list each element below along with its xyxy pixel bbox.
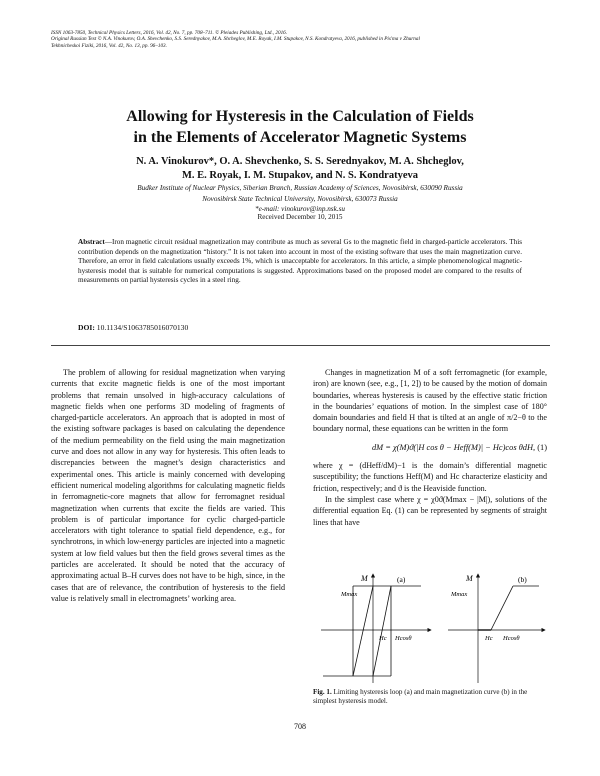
header-line: Tekhnicheskoi Fiziki, 2016, Vol. 42, No. 13, pp. 96–103.: [51, 42, 167, 49]
header-line: ISSN 1063-7850, Technical Physics Letters, 2016, Vol. 42, No. 7, pp. 708–711. © Pleiades Publishing, Ltd., 2016.: [51, 30, 288, 36]
affiliations: [0, 183, 600, 215]
doi-value[interactable]: 10.1134/S1063785016070130: [96, 323, 189, 332]
received-date: Received December 10, 2015: [257, 213, 343, 221]
body-paragraph: Changes in magnetization M of a soft ferromagnetic (for example, iron) are known (see, e.g., [1, 2]) to be caused by the motion of domain boundaries, whereas hysteresis is caused by the effective static friction in the boundaries’ equations of motion. In the simplest case of 180° domain boundaries and field H that is tilted at an angle of π/2−θ to the boundary normal, these equations can be written in the form: [313, 368, 547, 434]
section-divider: [51, 345, 550, 346]
author-list: [0, 155, 600, 182]
x-label: Hcosθ: [503, 635, 520, 642]
ymax-label: Mmax: [451, 591, 468, 598]
authors-line: M. E. Royak, I. M. Stupakov, and N. S. Kondratyeva: [182, 169, 418, 181]
title-line: Allowing for Hysteresis in the Calculation of Fields: [126, 108, 474, 125]
body-paragraph: In the simplest case where χ = χ0ϑ(Mmax − |M|), solutions of the differential equation Eq. (1) can be represented by segments of straight lines that have: [313, 494, 547, 527]
caption-text: Limiting hysteresis loop (a) and main magnetization curve (b) in the simplest hysteresis model.: [313, 688, 528, 706]
ymax-label: Mmax: [341, 591, 358, 598]
abstract-text: —Iron magnetic circuit residual magnetization may contribute as much as several Gs to the magnetic field in charged-particle accelerators. This contribution depends on the magnetization “history.” It is not taken into account in most of the existing software that uses the main magnetization curve. Therefore, an error in field calculations usually exceeds 1%, which is unacceptable for accelerators. In this article, a simple phenomenological magnetic-hysteresis model that is suitable for numerical computations is suggested. Approximations based on the proposed model are compared to the results of measurements on partial hysteresis cycles in a steel ring.: [78, 238, 522, 285]
affiliation-line: Budker Institute of Nuclear Physics, Siberian Branch, Russian Academy of Sciences, Novosibirsk, 630090 Russia: [137, 184, 463, 192]
doi-label: DOI:: [78, 323, 95, 332]
affiliation-line: Novosibirsk State Technical University, Novosibirsk, 630073 Russia: [202, 194, 398, 203]
abstract: [78, 238, 522, 286]
hc-label: Hc: [485, 635, 493, 642]
journal-header: [51, 30, 551, 49]
panel-a: [321, 574, 431, 683]
authors-line: N. A. Vinokurov*, O. A. Shevchenko, S. S. Serednyakov, M. A. Shcheglov,: [136, 156, 464, 167]
right-column: [313, 367, 547, 528]
hc-label: Hc: [379, 635, 387, 642]
body-paragraph: The problem of allowing for residual magnetization when varying currents that excite magnetic fields is one of the most important problems that remain unsolved in high-accuracy calculations of magnetic fields when one performs 3D modeling of fragments of charged-particle accelerators. An approach that is adopted in most of the existing software packages is based on calculating the dependence of the medium permeability on the field using the main magnetization curve and does not allow in any way for hysteresis. This often leads to discrepancies between the magnet’s design characteristics and experimental ones. This article is mainly concerned with developing efficient numerical modeling algorithms for calculating magnetic fields in ferromagnetic-core magnets that allow for ferromagnet residual magnetization when currents that excite the fields are varied. This problem is of particular importance for cyclic charged-particle accelerators with tight tolerance to spatial field dependence, e.g., for synchrotrons, in which low-energy particles are injected into a magnetic system at low field values but then the field grows several times as the particles are accelerated. It should be noted that the accuracy of approximating actual B–H curves does not have to be high, since, in the cases that are of relevance, the contribution of hysteresis to the field value is relatively small in electromagnets’ working area.: [51, 368, 285, 603]
panel-label: (b): [518, 575, 527, 584]
y-label: M: [361, 574, 368, 583]
paper-title: [0, 106, 600, 148]
page-number: 708: [294, 722, 306, 731]
loop-rise: [353, 586, 373, 676]
body-paragraph: where χ = (dHeff/dM)−1 is the domain’s differential magnetic susceptibility; the functions Heff(M) and Hc characterize elasticity and friction, respectively; and ϑ is the Heaviside function.: [313, 461, 547, 493]
figure-caption: [313, 688, 547, 706]
header-line: Original Russian Text © N.A. Vinokurov, O.A. Shevchenko, S.S. Serednyakov, M.A. Shcheglov, M.E. Royak, I.M. Stupakov, N.S. Kondratyeva, 2016, published in Pis'ma v Zhurnal: [51, 36, 420, 43]
equation-body: dM = χ(M)ϑ(|H cos θ − Heff(M)| − Hc)cos θdH,: [371, 442, 536, 452]
curve-rise: [491, 586, 513, 630]
y-label: M: [466, 574, 473, 583]
left-column: [51, 367, 285, 604]
equation-number: (1): [537, 442, 547, 452]
title-line: in the Elements of Accelerator Magnetic Systems: [133, 129, 467, 146]
abstract-label: Abstract: [78, 238, 105, 246]
figure-1: [313, 568, 547, 688]
panel-b: [448, 574, 545, 683]
panel-label: (a): [397, 575, 406, 584]
loop-fall: [373, 586, 391, 676]
email-line: *e-mail: vinokurov@inp.nsk.su: [255, 205, 345, 213]
x-label: Hcosθ: [395, 635, 412, 642]
doi: [78, 323, 188, 332]
caption-label: Fig. 1.: [313, 688, 332, 696]
equation-1: [313, 442, 547, 453]
